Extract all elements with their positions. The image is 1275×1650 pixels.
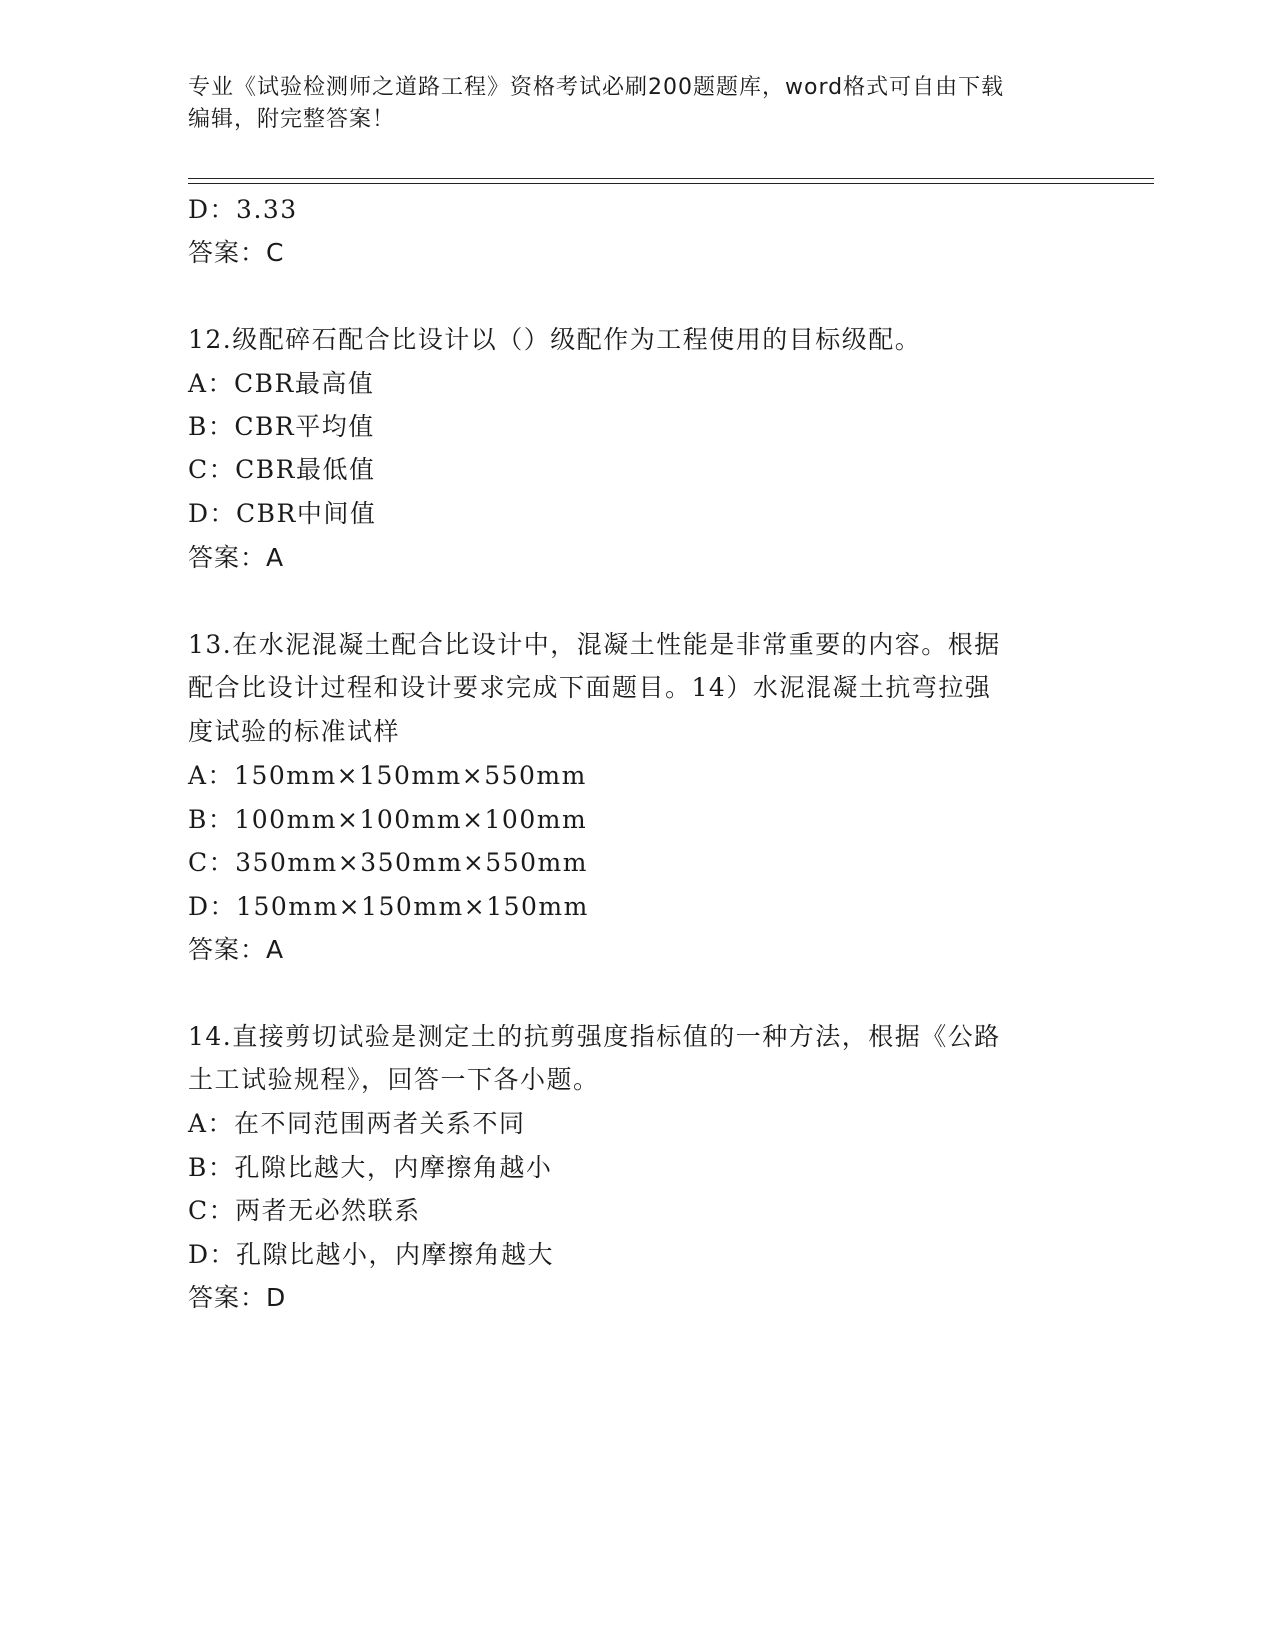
- q13-stem-line-3: 度试验的标准试样: [188, 717, 401, 746]
- header-line-1: 专业《试验检测师之道路工程》资格考试必刷200题题库，word格式可自由下载: [188, 75, 1005, 100]
- q13-option-c: C：350mm×350mm×550mm: [188, 848, 588, 877]
- q14-option-a: A：在不同范围两者关系不同: [188, 1109, 526, 1138]
- q12-stem-line-1: 12.级配碎石配合比设计以（）级配作为工程使用的目标级配。: [188, 325, 922, 354]
- header-divider-bottom: [188, 183, 1154, 184]
- q14-option-c: C：两者无必然联系: [188, 1196, 421, 1225]
- prev-answer: 答案：C: [188, 238, 285, 267]
- q13-option-d: D：150mm×150mm×150mm: [188, 892, 589, 921]
- q14-stem-line-2: 土工试验规程》，回答一下各小题。: [188, 1065, 600, 1094]
- q13-option-b: B：100mm×100mm×100mm: [188, 805, 588, 834]
- q12-option-d: D：CBR中间值: [188, 499, 377, 528]
- header-divider-top: [188, 178, 1154, 179]
- q13-answer: 答案：A: [188, 935, 285, 964]
- q14-answer: 答案：D: [188, 1283, 287, 1312]
- q14-stem-line-1: 14.直接剪切试验是测定土的抗剪强度指标值的一种方法，根据《公路: [188, 1022, 1001, 1051]
- header-line-2: 编辑，附完整答案！: [188, 107, 396, 132]
- page-header: [188, 72, 1088, 136]
- q12-option-c: C：CBR最低值: [188, 455, 376, 484]
- prev-option-d: D：3.33: [188, 195, 298, 224]
- q12-answer: 答案：A: [188, 543, 285, 572]
- q14-option-b: B：孔隙比越大，内摩擦角越小: [188, 1153, 553, 1182]
- q13-stem-line-2: 配合比设计过程和设计要求完成下面题目。14）水泥混凝土抗弯拉强: [188, 673, 992, 702]
- q13-stem-line-1: 13.在水泥混凝土配合比设计中，混凝土性能是非常重要的内容。根据: [188, 630, 1001, 659]
- q12-option-b: B：CBR平均值: [188, 412, 375, 441]
- q14-option-d: D：孔隙比越小，内摩擦角越大: [188, 1240, 555, 1269]
- q13-option-a: A：150mm×150mm×550mm: [188, 761, 587, 790]
- q12-option-a: A：CBR最高值: [188, 369, 375, 398]
